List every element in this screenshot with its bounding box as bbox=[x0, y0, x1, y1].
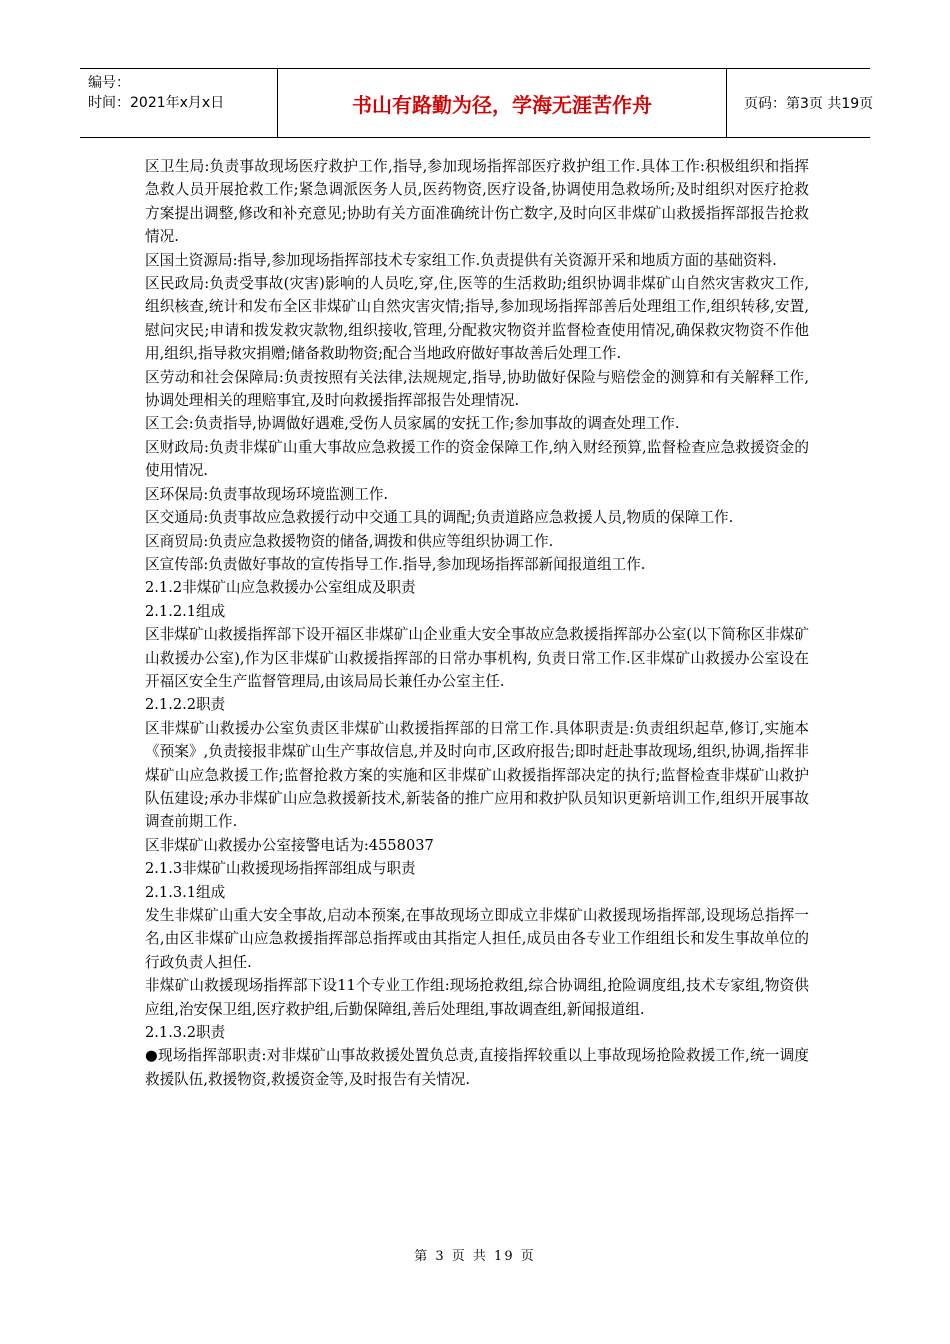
section-heading: 2.1.3.1组成 bbox=[145, 883, 226, 901]
paragraph: 区环保局:负责事故现场环境监测工作. bbox=[145, 485, 389, 503]
paragraph: 区非煤矿山救援办公室负责区非煤矿山救援指挥部的日常工作.具体职责是:负责组织起草,修订,实施本《预案》,负责接报非煤矿山生产事故信息,并及时向市,区政府报告;即时赶赴事故现场,组织,协调,指挥非煤矿山应急救援工作;监督抢救方案的实施和区非煤矿山救援指挥部决定的执行;监督检查非煤矿山救护队伍建设;承办非煤矿山应急救援新技术,新装备的推广应用和救护队员知识更新培训工作,组织开展事故调查前期工作. bbox=[145, 719, 809, 831]
paragraph: 发生非煤矿山重大安全事故,启动本预案,在事故现场立即成立非煤矿山救援现场指挥部,设现场总指挥一名,由区非煤矿山应急救援指挥部总指挥或由其指定人担任,成员由各专业工作组组长和发生事故单位的行政负责人担任. bbox=[145, 907, 809, 971]
paragraph: 区交通局:负责事故应急救援行动中交通工具的调配;负责道路应急救援人员,物质的保障工作. bbox=[145, 509, 734, 527]
header-page-number: 页码：第3页 共19页 bbox=[744, 96, 874, 112]
paragraph: ●现场指挥部职责:对非煤矿山事故救援处置负总责,直接指挥较重以上事故现场抢险救援工作,统一调度救援队伍,救援物资,救援资金等,及时报告有关情况. bbox=[145, 1047, 809, 1088]
section-heading: 2.1.2.2职责 bbox=[145, 696, 226, 714]
paragraph: 非煤矿山救援现场指挥部下设11个专业工作组:现场抢救组,综合协调组,抢险调度组,技术专家组,物资供应组,治安保卫组,医疗救护组,后勤保障组,善后处理组,事故调查组,新闻报道组. bbox=[145, 977, 809, 1018]
paragraph: 区民政局:负责受事故(灾害)影响的人员吃,穿,住,医等的生活救助;组织协调非煤矿山自然灾害救灾工作,组织核查,统计和发布全区非煤矿山自然灾害灾情;指导,参加现场指挥部善后处理组工作,组织转移,安置,慰问灾民;申请和拨发救灾款物,组织接收,管理,分配救灾物资并监督检查使用情况,确保救灾物资不作他用,组织,指导救灾捐赠;储备救助物资;配合当地政府做好事故善后处理工作. bbox=[145, 275, 809, 363]
document-body bbox=[145, 155, 809, 1091]
header-meta bbox=[80, 69, 278, 137]
paragraph: 区非煤矿山救援办公室接警电话为:4558037 bbox=[145, 836, 434, 854]
section-heading: 2.1.2非煤矿山应急救援办公室组成及职责 bbox=[145, 579, 416, 597]
section-heading: 2.1.3.2职责 bbox=[145, 1024, 226, 1042]
document-date: 时间：2021年x月x日 bbox=[88, 95, 225, 111]
page-header bbox=[80, 68, 874, 138]
paragraph: 区劳动和社会保障局:负责按照有关法律,法规规定,指导,协助做好保险与赔偿金的测算和有关解释工作,协调处理相关的理赔事宜,及时向救援指挥部报告处理情况. bbox=[145, 368, 809, 410]
paragraph: 区非煤矿山救援指挥部下设开福区非煤矿山企业重大安全事故应急救援指挥部办公室(以下简称区非煤矿山救援办公室),作为区非煤矿山救援指挥部的日常办事机构, 负责日常工作.区非煤矿山救援办公室设在开福区安全生产监督管理局,由该局局长兼任办公室主任. bbox=[145, 626, 809, 690]
paragraph: 区财政局:负责非煤矿山重大事故应急救援工作的资金保障工作,纳入财经预算,监督检查应急救援资金的使用情况. bbox=[145, 438, 809, 480]
paragraph: 区工会:负责指导,协调做好遇难,受伤人员家属的安抚工作;参加事故的调查处理工作. bbox=[145, 415, 680, 433]
header-motto: 书山有路勤为径，学海无涯苦作舟 bbox=[278, 69, 727, 137]
document-number: 编号： bbox=[88, 75, 130, 91]
paragraph: 区宣传部:负责做好事故的宣传指导工作.指导,参加现场指挥部新闻报道组工作. bbox=[145, 555, 646, 573]
paragraph: 区卫生局:负责事故现场医疗救护工作,指导,参加现场指挥部医疗救护组工作.具体工作:积极组织和指挥急救人员开展抢救工作;紧急调派医务人员,医药物资,医疗设备,协调使用急救场所;及时组织对医疗抢救方案提出调整,修改和补充意见;协助有关方面准确统计伤亡数字,及时向区非煤矿山救援指挥部报告抢救情况. bbox=[145, 158, 809, 246]
page-footer: 第 3 页 共 19 页 bbox=[414, 1249, 536, 1264]
section-heading: 2.1.2.1组成 bbox=[145, 602, 226, 620]
paragraph: 区商贸局:负责应急救援物资的储备,调拨和供应等组织协调工作. bbox=[145, 532, 554, 550]
section-heading: 2.1.3非煤矿山救援现场指挥部组成与职责 bbox=[145, 860, 416, 878]
paragraph: 区国土资源局:指导,参加现场指挥部技术专家组工作.负责提供有关资源开采和地质方面的基础资料. bbox=[145, 251, 777, 269]
